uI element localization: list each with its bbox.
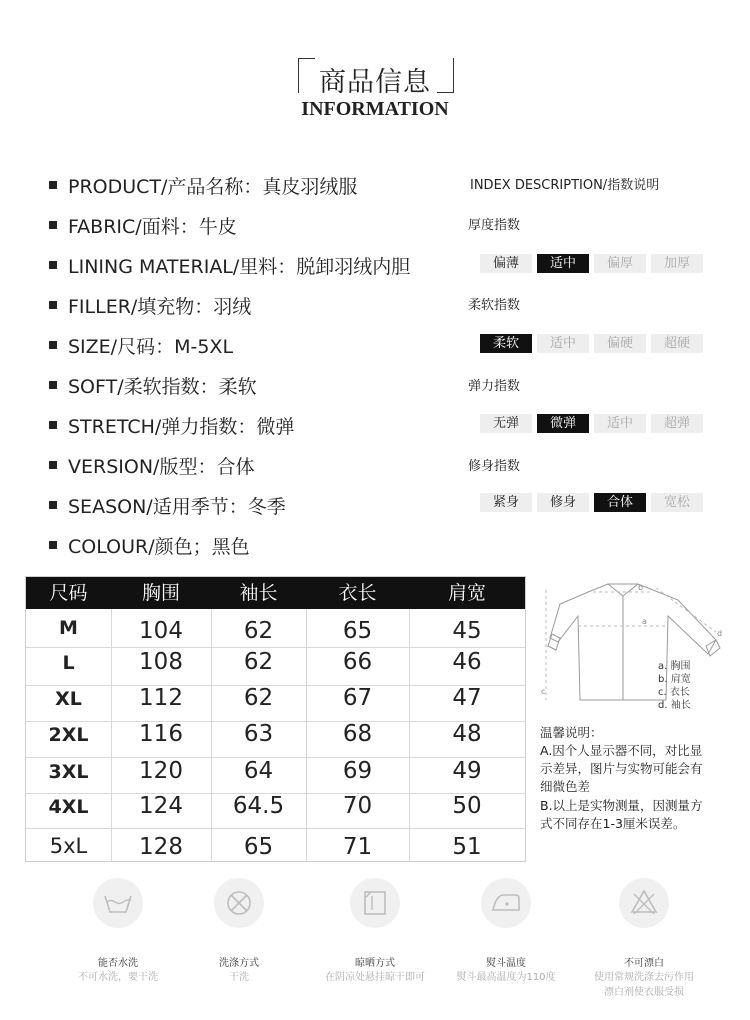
shoulder-cell: 47: [452, 685, 482, 711]
header-cell-chest: 胸围: [141, 582, 180, 604]
bullet-icon: [49, 301, 57, 309]
spec-text: FABRIC/面料：牛皮: [68, 216, 237, 238]
index-option: 微弹: [537, 414, 589, 433]
bullet-icon: [49, 461, 57, 469]
spec-text: VERSION/版型：合体: [68, 456, 255, 478]
chest-cell: 128: [139, 834, 183, 860]
index-row-thickness: [480, 254, 704, 273]
care-desc-line: 漂白剂使衣服受损: [604, 987, 684, 998]
size-cell: M: [59, 617, 78, 639]
chest-cell: 116: [139, 721, 183, 747]
chest-cell: 124: [139, 793, 183, 819]
sleeve-cell: 64.5: [232, 793, 285, 819]
length-cell: 70: [342, 793, 373, 819]
size-table-header: [26, 577, 525, 609]
mark-b: b: [638, 583, 644, 592]
shoulder-cell: 51: [452, 834, 482, 860]
legend-shoulder: b. 肩宽: [658, 674, 691, 685]
size-cell: L: [62, 652, 75, 674]
bullet-icon: [49, 541, 57, 549]
header-cell-length: 衣长: [338, 582, 377, 604]
garment-measurement-diagram: [538, 580, 728, 710]
care-title: 熨斗温度: [486, 958, 526, 969]
header-title-cn: 商品信息: [319, 67, 431, 98]
length-cell: 67: [342, 685, 373, 711]
header-cell-sleeve: 袖长: [239, 582, 278, 604]
index-option: 超硬: [651, 334, 703, 353]
index-label-thickness: 厚度指数: [468, 218, 521, 233]
index-option: 偏硬: [594, 334, 646, 353]
dry-clean-icon: [214, 878, 264, 928]
sleeve-cell: 64: [243, 758, 274, 784]
sleeve-cell: 62: [243, 649, 274, 675]
care-title: 不可漂白: [624, 958, 664, 969]
note-line: 示差异，图片与实物可能会有: [540, 761, 703, 776]
header-cell-shoulder: 肩宽: [447, 582, 486, 604]
shoulder-cell: 50: [452, 793, 482, 819]
shoulder-cell: 48: [452, 721, 482, 747]
bullet-icon: [49, 501, 57, 509]
care-desc: [574, 970, 714, 1000]
iron-icon: [481, 878, 531, 928]
sleeve-cell: 62: [243, 618, 274, 644]
row-divider: [26, 647, 525, 648]
mark-c: c: [541, 687, 546, 696]
spec-text: STRETCH/弹力指数：微弹: [68, 416, 295, 438]
sleeve-cell: 65: [243, 834, 274, 860]
index-option: 适中: [594, 414, 646, 433]
note-line: B.以上是实物测量，因测量方: [540, 798, 703, 813]
index-option: 紧身: [480, 493, 532, 512]
index-option: 加厚: [651, 254, 703, 273]
index-row-softness: [480, 334, 704, 353]
note-line: 细微色差: [540, 779, 591, 794]
index-description-title: INDEX DESCRIPTION/指数说明: [470, 178, 660, 193]
chest-cell: 120: [139, 758, 183, 784]
size-cell: XL: [55, 688, 82, 710]
index-row-fit: [480, 493, 704, 512]
bullet-icon: [49, 261, 57, 269]
row-divider: [26, 828, 525, 829]
care-desc: 不可水洗，要干洗: [78, 972, 158, 983]
note-line: A.因个人显示器不同，对比显: [540, 743, 703, 758]
index-option: 超弹: [651, 414, 703, 433]
bullet-icon: [49, 421, 57, 429]
shirt-icon: [538, 580, 728, 710]
care-title: 晾晒方式: [355, 958, 395, 969]
length-cell: 69: [342, 758, 373, 784]
length-cell: 66: [342, 649, 373, 675]
shoulder-cell: 49: [452, 758, 482, 784]
size-cell: 3XL: [48, 761, 89, 783]
care-desc: 干洗: [229, 972, 249, 983]
spec-text: SEASON/适用季节：冬季: [68, 496, 286, 518]
legend-sleeve: d. 袖长: [658, 700, 691, 711]
care-title: 洗涤方式: [219, 958, 259, 969]
length-cell: 71: [342, 834, 373, 860]
index-option: 柔软: [480, 334, 532, 353]
care-title: 能否水洗: [98, 958, 138, 969]
bullet-icon: [49, 341, 57, 349]
size-cell: 4XL: [48, 796, 89, 818]
index-option: 修身: [537, 493, 589, 512]
chest-cell: 104: [139, 618, 183, 644]
spec-text: PRODUCT/产品名称：真皮羽绒服: [68, 176, 358, 198]
bullet-icon: [49, 221, 57, 229]
header-title-en: INFORMATION: [301, 98, 449, 120]
care-desc-line: 使用常规洗涤去污作用: [594, 972, 694, 983]
index-option: 合体: [594, 493, 646, 512]
spec-text: COLOUR/颜色；黑色: [68, 536, 250, 558]
legend-chest: a. 胸围: [658, 661, 691, 672]
mark-d: d: [717, 629, 723, 638]
note-title: 温馨说明：: [540, 725, 603, 740]
chest-cell: 112: [139, 685, 183, 711]
index-option: 适中: [537, 254, 589, 273]
index-option: 适中: [537, 334, 589, 353]
index-row-stretch: [480, 414, 704, 433]
note-line: 式不同存在1-3厘米误差。: [540, 816, 686, 831]
spec-text: LINING MATERIAL/里料：脱卸羽绒内胆: [68, 256, 411, 278]
bullet-icon: [49, 381, 57, 389]
index-option: 宽松: [651, 493, 703, 512]
care-desc: 在阴凉处悬挂晾干即可: [325, 972, 425, 983]
size-table: [25, 576, 526, 862]
spec-text: FILLER/填充物：羽绒: [68, 296, 252, 318]
length-cell: 68: [342, 721, 373, 747]
index-option: 偏薄: [480, 254, 532, 273]
size-cell: 5xL: [49, 834, 88, 858]
spec-text: SOFT/柔软指数：柔软: [68, 376, 257, 398]
sleeve-cell: 62: [243, 685, 274, 711]
index-label-softness: 柔软指数: [468, 298, 521, 313]
shoulder-cell: 46: [452, 649, 482, 675]
length-cell: 65: [342, 618, 373, 644]
index-option: 无弹: [480, 414, 532, 433]
bullet-icon: [49, 181, 57, 189]
header-cell-size: 尺码: [49, 582, 88, 604]
sleeve-cell: 63: [243, 721, 274, 747]
no-bleach-icon: [619, 878, 669, 928]
legend-length: c. 衣长: [658, 687, 690, 698]
index-label-stretch: 弹力指数: [468, 379, 521, 394]
index-label-fit: 修身指数: [468, 459, 521, 474]
care-desc: 熨斗最高温度为110度: [456, 972, 556, 983]
mark-a: a: [642, 617, 647, 626]
chest-cell: 108: [139, 649, 183, 675]
shade-dry-icon: [350, 878, 400, 928]
spec-text: SIZE/尺码：M-5XL: [68, 336, 234, 358]
wash-icon: [93, 878, 143, 928]
shoulder-cell: 45: [452, 618, 482, 644]
index-option: 偏厚: [594, 254, 646, 273]
size-cell: 2XL: [48, 724, 89, 746]
